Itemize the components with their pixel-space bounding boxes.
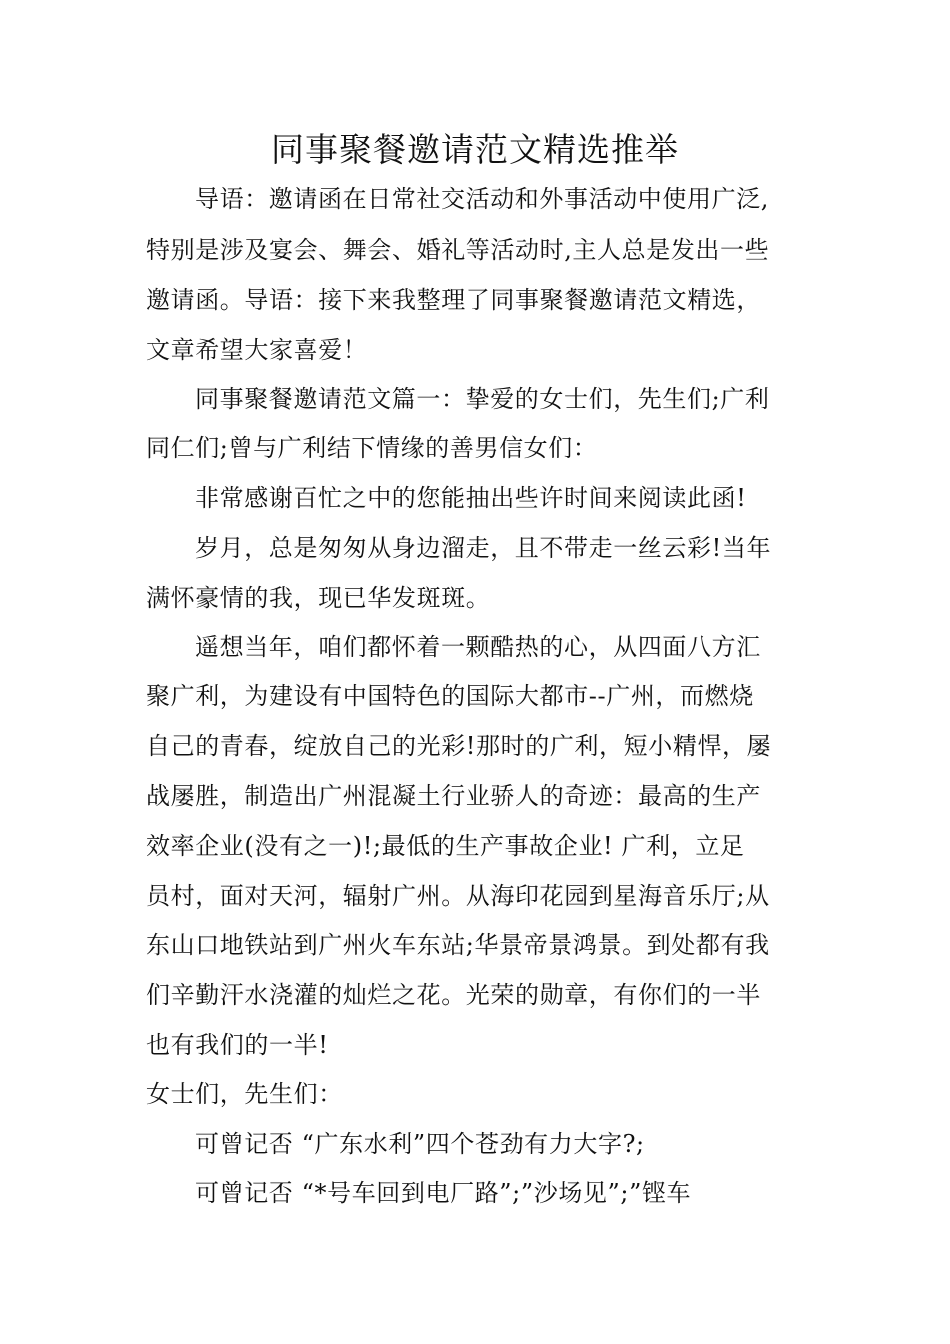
paragraph-line: 满怀豪情的我，现已华发斑斑。 (146, 584, 491, 612)
paragraph-line: 导语：邀请函在日常社交活动和外事活动中使用广泛, (195, 185, 770, 213)
paragraph-line: 们辛勤汗水浇灌的灿烂之花。光荣的勋章，有你们的一半 (146, 981, 761, 1009)
paragraph-line: 也有我们的一半! (146, 1031, 329, 1059)
paragraph-line: 自己的青春，绽放自己的光彩!那时的广利，短小精悍，屡 (146, 732, 772, 760)
paragraph-line: 遥想当年，咱们都怀着一颗酷热的心，从四面八方汇 (195, 633, 761, 661)
paragraph-line: 战屡胜，制造出广州混凝土行业骄人的奇迹：最高的生产 (146, 782, 761, 810)
paragraph-line: 岁月，总是匆匆从身边溜走，且不带走一丝云彩!当年 (195, 534, 772, 562)
paragraph-line: 效率企业(没有之一)!;最低的生产事故企业! 广利，立足 (146, 832, 745, 860)
paragraph-line: 可曾记否 “广东水利”四个苍劲有力大字?; (195, 1130, 645, 1158)
paragraph-line: 聚广利，为建设有中国特色的国际大都市--广州，而燃烧 (146, 682, 754, 710)
paragraph-line: 特别是涉及宴会、舞会、婚礼等活动时,主人总是发出一些 (146, 236, 770, 264)
paragraph-line: 非常感谢百忙之中的您能抽出些许时间来阅读此函! (195, 484, 747, 512)
paragraph-line: 邀请函。导语：接下来我整理了同事聚餐邀请范文精选， (146, 286, 761, 314)
paragraph-line: 同仁们;曾与广利结下情缘的善男信女们： (146, 434, 598, 462)
document-title: 同事聚餐邀请范文精选推举 (271, 130, 679, 169)
paragraph-line: 可曾记否 “*号车回到电厂路”;”沙场见”;”铿车 (195, 1179, 692, 1207)
paragraph-line: 同事聚餐邀请范文篇一：挚爱的女士们，先生们;广利 (195, 385, 770, 413)
paragraph-line: 东山口地铁站到广州火车东站;华景帝景鸿景。到处都有我 (146, 931, 770, 959)
paragraph-line: 女士们，先生们： (146, 1080, 343, 1108)
paragraph-line: 员村，面对天河，辐射广州。从海印花园到星海音乐厅;从 (146, 882, 770, 910)
paragraph-line: 文章希望大家喜爱！ (146, 336, 368, 364)
